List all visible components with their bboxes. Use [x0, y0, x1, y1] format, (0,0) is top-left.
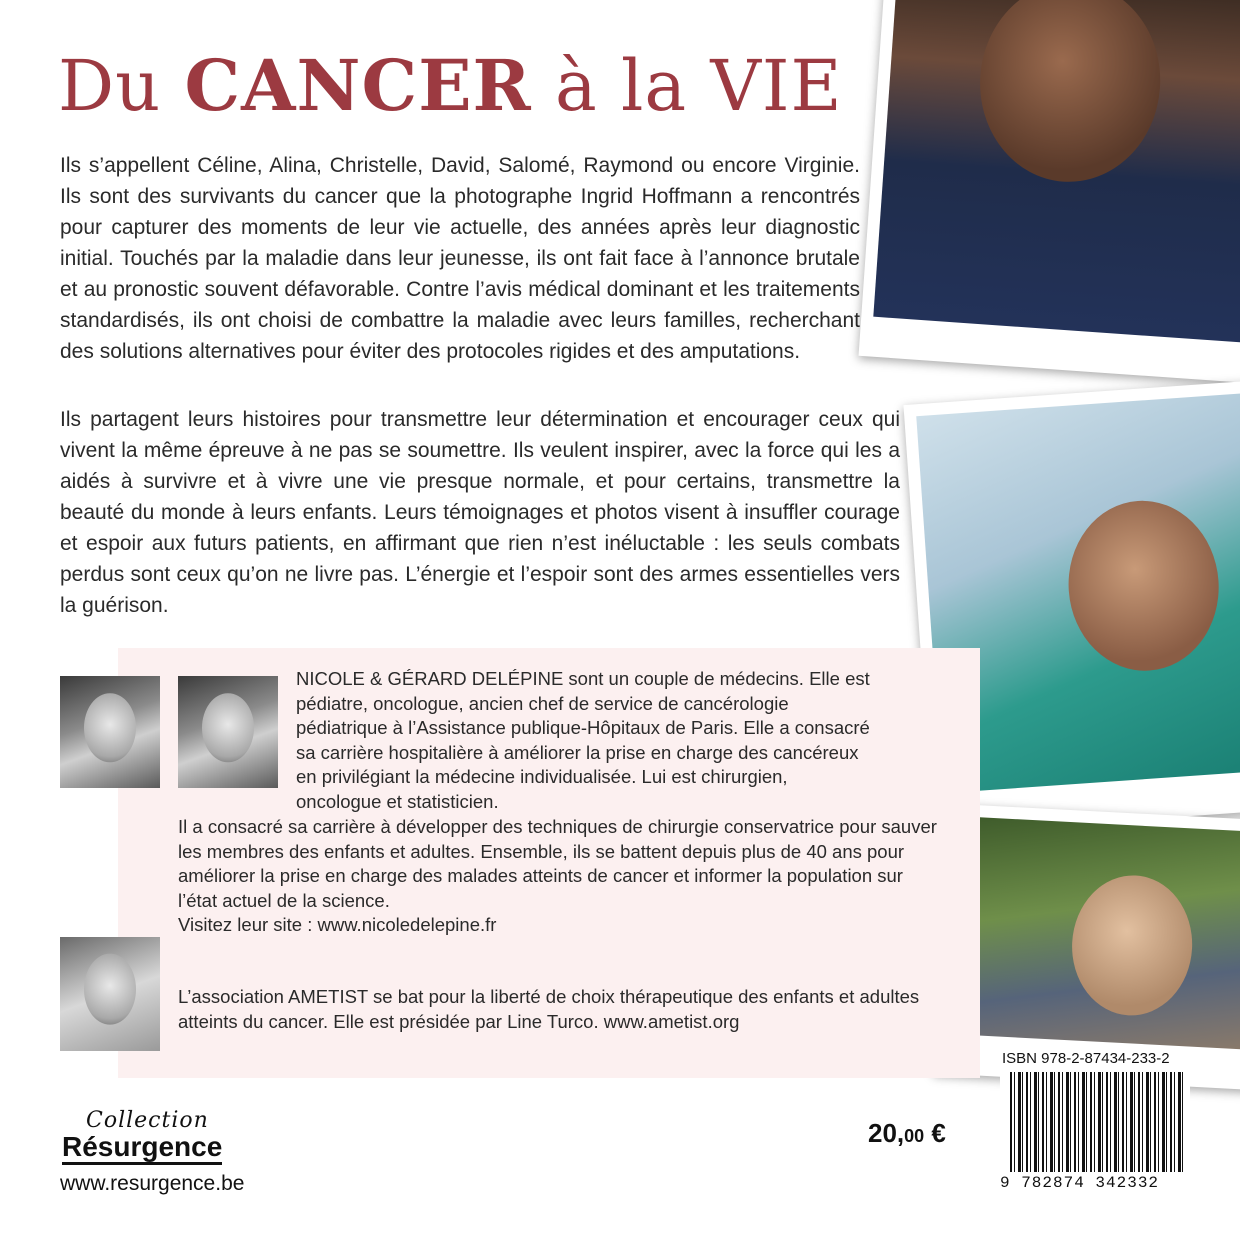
price: 20,00 €: [868, 1118, 946, 1148]
publisher-name: Résurgence: [62, 1132, 222, 1165]
polaroid-photo-woman-smiling: [859, 0, 1240, 383]
collection-script: Collection: [86, 1108, 209, 1133]
publisher-website: www.resurgence.be: [60, 1172, 245, 1195]
authors-bio-top: NICOLE & GÉRARD DELÉPINE sont un couple de médecins. Elle est pédiatre, oncologue, ancien chef de service de cancérologie pédiatrique à l’Assistance publique-Hôpitaux de Paris. Elle a consacré sa carrière hospitalière à améliorer la prise en charge des cancéreux en privilégiant la médecine individualisée. Lui est chirurgien, oncologue et statisticien.: [296, 668, 870, 812]
author-portrait-gerard: [60, 676, 160, 788]
summary-paragraph-1: Ils s’appellent Céline, Alina, Christelle, David, Salomé, Raymond ou encore Virginie. Ils sont des survivants du cancer que la photographe Ingrid Hoffmann a rencontrés pour capturer des moments de leur vie actuelle, des années après leur diagnostic initial. Touchés par la maladie dans leur jeunesse, ils ont fait face à l’annonce brutale et au pronostic souvent défavorable. Contre l’avis médical dominant et les traitements standardisés, ils ont choisi de combattre la maladie avec leurs familles, recherchant des solutions alternatives pour éviter des protocoles rigides et des amputations.: [60, 154, 860, 363]
publisher-logo: [62, 1108, 262, 1172]
author-portrait-nicole: [178, 676, 278, 788]
portrait-line-turco: [60, 937, 160, 1051]
authors-bio-bottom: Il a consacré sa carrière à développer des techniques de chirurgie conservatrice pour sauver les membres des enfants et adultes. Ensemble, ils se battent depuis plus de 40 ans pour améliorer la prise en charge des malades atteints de cancer et informer la population sur l’état actuel de la science. Visitez leur site : www.nicoledelepine.fr: [178, 816, 937, 935]
authors-website: Visitez leur site : www.nicoledelepine.fr: [178, 914, 497, 935]
isbn-barcode-box: [1000, 1050, 1190, 1198]
isbn-label: ISBN 978-2-87434-233-2: [1002, 1050, 1170, 1067]
association-text: L’association AMETIST se bat pour la liberté de choix thérapeutique des enfants et adultes atteints du cancer. Elle est présidée par Line Turco. www.ametist.org: [178, 986, 920, 1032]
summary-paragraph-2: Ils partagent leurs histoires pour transmettre leur détermination et encourager ceux qui vivent la même épreuve à ne pas se soumettre. Ils veulent inspirer, avec la force qui les a aidés à survivre et à vivre une vie presque normale, et pour certains, transmettre la beauté du monde à leurs enfants. Leurs témoignages et photos visent à insuffler courage et espoir aux futurs patients, en affirmant que rien n’est inéluctable : les seuls combats perdus sont ceux qu’on ne livre pas. L’énergie et l’espoir sont des armes essentielles vers la guérison.: [60, 408, 900, 617]
barcode-digits: 9 782874 342332: [1000, 1174, 1160, 1192]
barcode: [1010, 1072, 1185, 1172]
book-title: Du CANCER à la VIE: [58, 44, 843, 127]
